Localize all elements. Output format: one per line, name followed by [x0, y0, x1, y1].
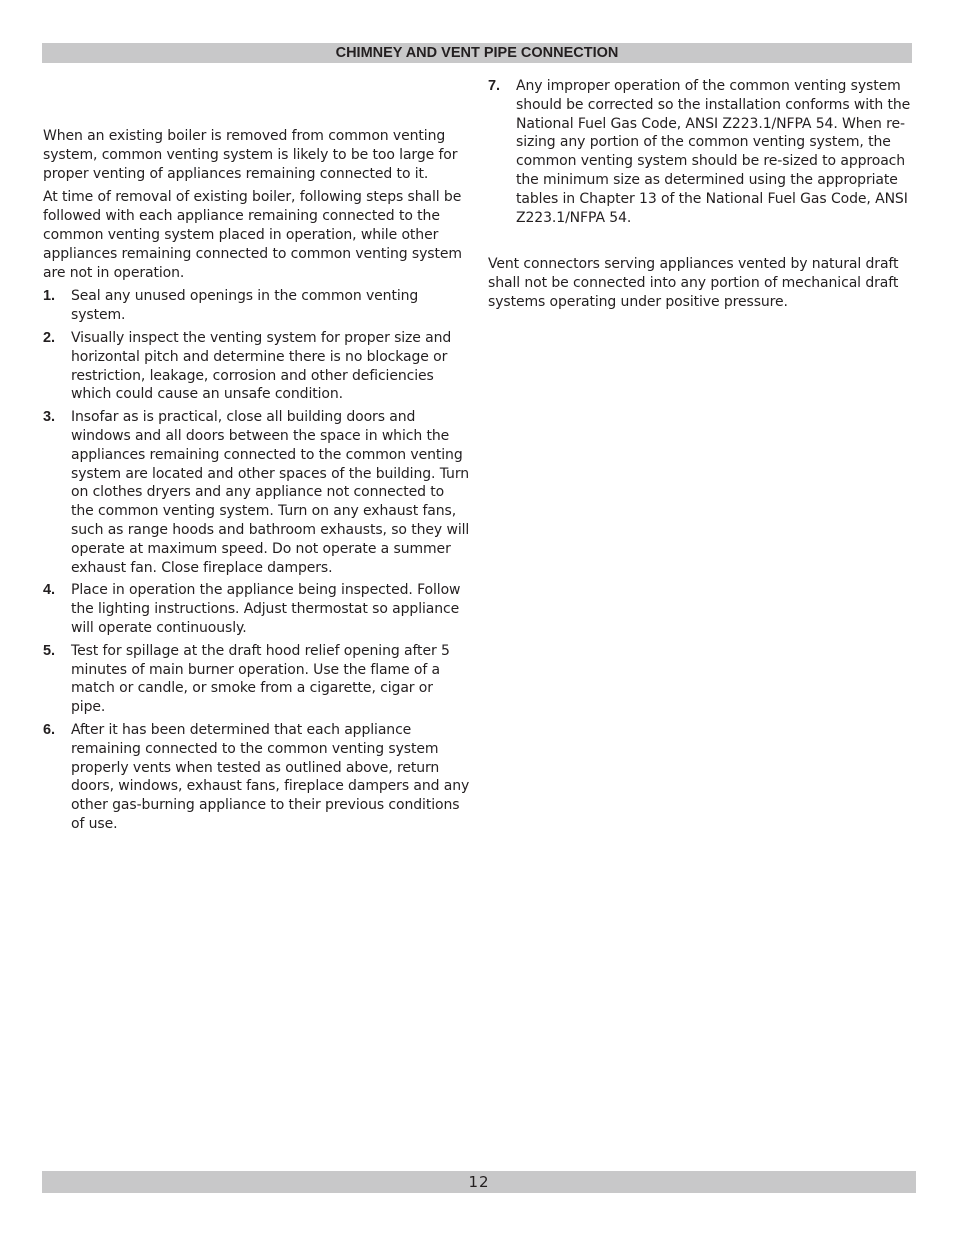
list-item: [43, 408, 471, 577]
list-item: [43, 329, 471, 404]
step-number: 6.: [43, 721, 55, 738]
list-item: [488, 77, 916, 227]
section-header: [42, 43, 912, 63]
list-item: [43, 642, 471, 717]
list-item: [43, 721, 471, 834]
step-text: Test for spillage at the draft hood relief opening after 5 minutes of main burner operation. Use the flame of a match or candle, or smoke from a cigarette, cigar or pipe.: [71, 642, 450, 716]
step-number: 7.: [488, 78, 500, 94]
intro-paragraph: At time of removal of existing boiler, following steps shall be followed with each appliance remaining connected to the common venting system placed in operation, while other appliances remaining connected to common venting system are not in operation.: [43, 189, 462, 281]
step-text: Insofar as is practical, close all building doors and windows and all doors between the space in which the appliances remaining connected to the common venting system are located and other spaces of the building. Turn on clothes dryers and any appliance not connected to the common venting system. Turn on any exhaust fans, such as range hoods and bathroom exhausts, so they will operate at maximum speed. Do not operate a summer exhaust fan. Close fireplace dampers.: [71, 409, 470, 576]
step-number: 3.: [43, 409, 55, 426]
step-text: After it has been determined that each appliance remaining connected to the common venting system properly vents when tested as outlined above, return doors, windows, exhaust fans, fireplace dampers and any other gas-burning appliance to their previous conditions of use.: [71, 721, 470, 832]
venting-steps-list-continued: [488, 77, 916, 227]
page-footer: [42, 1171, 916, 1193]
step-text: Seal any unused openings in the common venting system.: [71, 288, 419, 324]
venting-steps-list: [43, 287, 471, 833]
step-number: 2.: [43, 329, 55, 346]
vent-connectors-paragraph: Vent connectors serving appliances vented by natural draft shall not be connected into any portion of mechanical draft systems operating under positive pressure.: [488, 256, 899, 310]
left-column: [43, 127, 471, 838]
intro-paragraph: When an existing boiler is removed from common venting system, common venting system is likely to be too large for proper venting of appliances remaining connected to it.: [43, 128, 458, 182]
step-text: Visually inspect the venting system for proper size and horizontal pitch and determine there is no blockage or restriction, leakage, corrosion and other deficiencies which could cause an unsafe condition.: [71, 329, 452, 403]
section-title: CHIMNEY AND VENT PIPE CONNECTION: [335, 45, 619, 61]
page-number: 12: [468, 1173, 490, 1191]
step-text: Place in operation the appliance being inspected. Follow the lighting instructions. Adjust thermostat so appliance will operate continuously.: [71, 582, 461, 636]
step-number: 1.: [43, 288, 55, 305]
step-number: 4.: [43, 582, 55, 599]
step-text: Any improper operation of the common venting system should be corrected so the installation conforms with the National Fuel Gas Code, ANSI Z223.1/NFPA 54. When re-sizing any portion of the common venting system, the common venting system should be re-sized to approach the minimum size as determined using the appropriate tables in Chapter 13 of the National Fuel Gas Code, ANSI Z223.1/NFPA 54.: [516, 78, 911, 226]
right-column: [488, 77, 916, 317]
list-item: [43, 287, 471, 325]
step-number: 5.: [43, 642, 55, 659]
list-item: [43, 581, 471, 637]
